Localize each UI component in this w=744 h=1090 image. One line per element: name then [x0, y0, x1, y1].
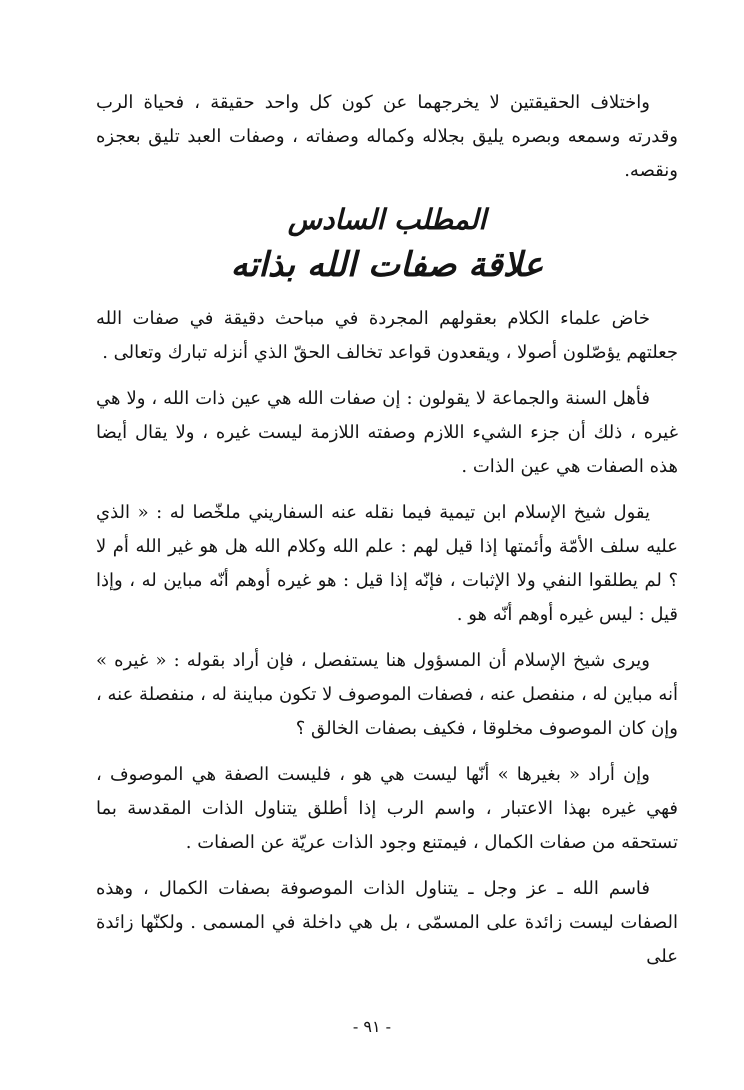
quote-paragraph: يقول شيخ الإسلام ابن تيمية فيما نقله عنه السفاريني ملخّصا له : « الذي عليه سلف الأمّة وأئمتها إذا قيل لهم : علم الله وكلام الله هل هو غير الله أم لا ؟ لم يطلقوا النفي ولا الإثبات ، فإنّه إذا قيل : هو غيره أوهم أنّه مباين له ، وإذا قيل : ليس غيره أوهم أنّه هو . [96, 502, 678, 625]
document-page [96, 86, 678, 1046]
body-paragraph: ويرى شيخ الإسلام أن المسؤول هنا يستفصل ، فإن أراد بقوله : « غيره » أنه مباين له ، منفصل عنه ، فصفات الموصوف لا تكون مباينة له ، منفصلة عنه ، وإن كان الموصوف مخلوقا ، فكيف بصفات الخالق ؟ [95, 650, 678, 739]
body-paragraph: فاسم الله ـ عز وجل ـ يتناول الذات الموصوفة بصفات الكمال ، وهذه الصفات ليست زائدة على المسمّى ، بل هي داخلة في المسمى . ولكنّها زائدة على [96, 878, 678, 967]
section-label: المطلب السادس [287, 203, 487, 236]
section-title: علاقة صفات الله بذاته [230, 245, 544, 285]
intro-paragraph: واختلاف الحقيقتين لا يخرجهما عن كون كل واحد حقيقة ، فحياة الرب وقدرته وسمعه وبصره يليق بجلاله وكماله وصفاته ، وصفات العبد تليق بعجزه ونقصه. [96, 92, 678, 181]
body-paragraph: خاض علماء الكلام بعقولهم المجردة في مباحث دقيقة في صفات الله جعلتهم يؤصّلون أصولا ، ويقعدون قواعد تخالف الحقّ الذي أنزله تبارك وتعالى . [96, 308, 678, 363]
page-number: - ٩١ - [352, 1017, 392, 1036]
body-paragraph: وإن أراد « بغيرها » أنّها ليست هي هو ، فليست الصفة هي الموصوف ، فهي غيره بهذا الاعتبار ، واسم الرب إذا أطلق يتناول الذات المقدسة بما تستحقه من صفات الكمال ، فيمتنع وجود الذات عريّة عن الصفات . [96, 764, 678, 853]
section-heading [96, 200, 678, 290]
body-paragraph: فأهل السنة والجماعة لا يقولون : إن صفات الله هي عين ذات الله ، ولا هي غيره ، ذلك أن جزء الشيء اللازم وصفته اللازمة ليست غيره ، ولا يقال أيضا هذه الصفات هي عين الذات . [96, 388, 678, 477]
